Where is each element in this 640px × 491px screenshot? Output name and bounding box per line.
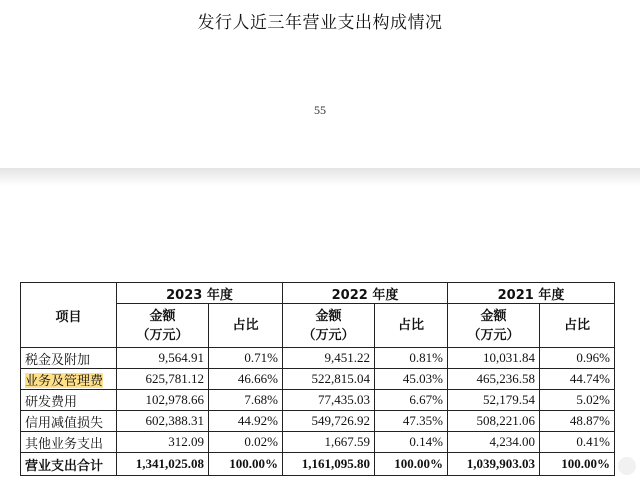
cell-ratio: 0.02% (209, 432, 283, 453)
cell-amount: 602,388.31 (117, 411, 209, 432)
total-amount: 1,341,025.08 (117, 453, 209, 476)
cell-ratio: 44.74% (540, 369, 615, 390)
cell-amount: 522,815.04 (283, 369, 375, 390)
total-label: 营业支出合计 (21, 453, 117, 476)
cell-amount: 52,179.54 (448, 390, 540, 411)
table-row (21, 369, 615, 390)
cell-amount: 625,781.12 (117, 369, 209, 390)
cell-ratio: 45.03% (375, 369, 448, 390)
amount-header: 金额 （万元） (283, 304, 375, 348)
cell-amount: 4,234.00 (448, 432, 540, 453)
year-header-row (21, 283, 615, 304)
cell-ratio: 47.35% (375, 411, 448, 432)
row-label: 其他业务支出 (21, 432, 117, 453)
highlighted-label: 业务及管理费 (25, 372, 104, 388)
watermark-badge (618, 457, 636, 475)
cell-ratio: 0.96% (540, 348, 615, 369)
total-amount: 1,039,903.03 (448, 453, 540, 476)
total-ratio: 100.00% (209, 453, 283, 476)
total-ratio: 100.00% (375, 453, 448, 476)
cell-amount: 102,978.66 (117, 390, 209, 411)
cell-amount: 508,221.06 (448, 411, 540, 432)
table-row (21, 411, 615, 432)
amount-header: 金额 （万元） (117, 304, 209, 348)
year-header-2021: 2021 年度 (448, 283, 615, 304)
total-row (21, 453, 615, 476)
ratio-header: 占比 (375, 304, 448, 348)
total-amount: 1,161,095.80 (283, 453, 375, 476)
page-break-separator (0, 168, 640, 186)
row-label: 研发费用 (21, 390, 117, 411)
cell-ratio: 0.81% (375, 348, 448, 369)
document-title: 发行人近三年营业支出构成情况 (197, 13, 443, 33)
total-ratio: 100.00% (540, 453, 615, 476)
cell-amount: 549,726.92 (283, 411, 375, 432)
row-label: 税金及附加 (21, 348, 117, 369)
cell-amount: 9,451.22 (283, 348, 375, 369)
page-number: 55 (314, 103, 326, 117)
row-label: 信用减值损失 (21, 411, 117, 432)
cell-amount: 465,236.58 (448, 369, 540, 390)
row-label (21, 369, 117, 390)
year-header-2023: 2023 年度 (117, 283, 283, 304)
operating-expenses-table (20, 282, 615, 476)
ratio-header: 占比 (540, 304, 615, 348)
year-header-2022: 2022 年度 (283, 283, 448, 304)
amount-header: 金额 （万元） (448, 304, 540, 348)
cell-ratio: 0.71% (209, 348, 283, 369)
table-row (21, 390, 615, 411)
cell-amount: 10,031.84 (448, 348, 540, 369)
cell-amount: 312.09 (117, 432, 209, 453)
cell-ratio: 46.66% (209, 369, 283, 390)
cell-amount: 1,667.59 (283, 432, 375, 453)
cell-ratio: 0.14% (375, 432, 448, 453)
table-row (21, 348, 615, 369)
cell-ratio: 0.41% (540, 432, 615, 453)
table-row (21, 432, 615, 453)
ratio-header: 占比 (209, 304, 283, 348)
cell-amount: 9,564.91 (117, 348, 209, 369)
cell-ratio: 7.68% (209, 390, 283, 411)
cell-ratio: 48.87% (540, 411, 615, 432)
cell-ratio: 6.67% (375, 390, 448, 411)
cell-amount: 77,435.03 (283, 390, 375, 411)
cell-ratio: 5.02% (540, 390, 615, 411)
cell-ratio: 44.92% (209, 411, 283, 432)
item-header: 项目 (21, 283, 117, 348)
